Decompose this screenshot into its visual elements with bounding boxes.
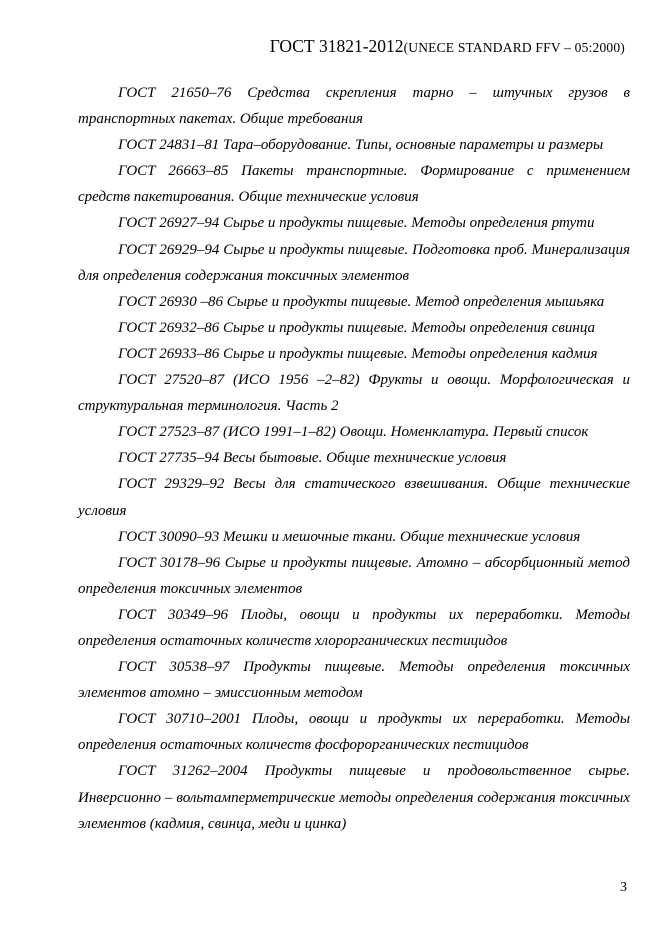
reference-item: ГОСТ 30349–96 Плоды, овощи и продукты их переработки. Методы определения остаточных количеств хлорорганических пестицидов: [78, 606, 630, 649]
reference-item: ГОСТ 26933–86 Сырье и продукты пищевые. Методы определения кадмия: [118, 345, 598, 362]
reference-item: ГОСТ 21650–76 Средства скрепления тарно – штучных грузов в транспортных пакетах. Общие требования: [78, 85, 630, 128]
reference-item: ГОСТ 26929–94 Сырье и продукты пищевые. Подготовка проб. Минерализация для определения содержания токсичных элементов: [78, 241, 630, 284]
reference-item: ГОСТ 30710–2001 Плоды, овощи и продукты их переработки. Методы определения остаточных количеств фосфорорганических пестицидов: [78, 711, 630, 754]
unece-standard: (UNECE STANDARD FFV – 05:2000): [403, 40, 625, 55]
page-header: [270, 36, 625, 57]
reference-item: ГОСТ 30178–96 Сырье и продукты пищевые. Атомно – абсорбционный метод определения токсичных элементов: [78, 554, 630, 597]
gost-number: ГОСТ 31821-2012: [269, 36, 404, 56]
reference-item: ГОСТ 29329–92 Весы для статического взвешивания. Общие технические условия: [78, 476, 630, 519]
reference-item: ГОСТ 24831–81 Тара–оборудование. Типы, основные параметры и размеры: [118, 137, 604, 154]
references-list: [78, 80, 630, 837]
reference-item: ГОСТ 30538–97 Продукты пищевые. Методы определения токсичных элементов атомно – эмиссионным методом: [78, 659, 630, 702]
reference-item: ГОСТ 26930 –86 Сырье и продукты пищевые. Метод определения мышьяка: [118, 293, 605, 310]
page-number: 3: [620, 880, 627, 895]
reference-item: ГОСТ 30090–93 Мешки и мешочные ткани. Общие технические условия: [118, 528, 581, 545]
reference-item: ГОСТ 26932–86 Сырье и продукты пищевые. Методы определения свинца: [118, 319, 595, 336]
reference-item: ГОСТ 26663–85 Пакеты транспортные. Формирование с применением средств пакетирования. Общие технические условия: [78, 163, 630, 206]
reference-item: ГОСТ 27520–87 (ИСО 1956 –2–82) Фрукты и овощи. Морфологическая и структуральная терминология. Часть 2: [78, 372, 630, 415]
reference-item: ГОСТ 27523–87 (ИСО 1991–1–82) Овощи. Номенклатура. Первый список: [118, 424, 589, 441]
reference-item: ГОСТ 31262–2004 Продукты пищевые и продовольственное сырье. Инверсионно – вольтамперметрические методы определения содержания токсичных элементов (кадмия, свинца, меди и цинка): [78, 763, 630, 832]
reference-item: ГОСТ 26927–94 Сырье и продукты пищевые. Методы определения ртути: [118, 215, 595, 232]
reference-item: ГОСТ 27735–94 Весы бытовые. Общие технические условия: [118, 450, 507, 467]
